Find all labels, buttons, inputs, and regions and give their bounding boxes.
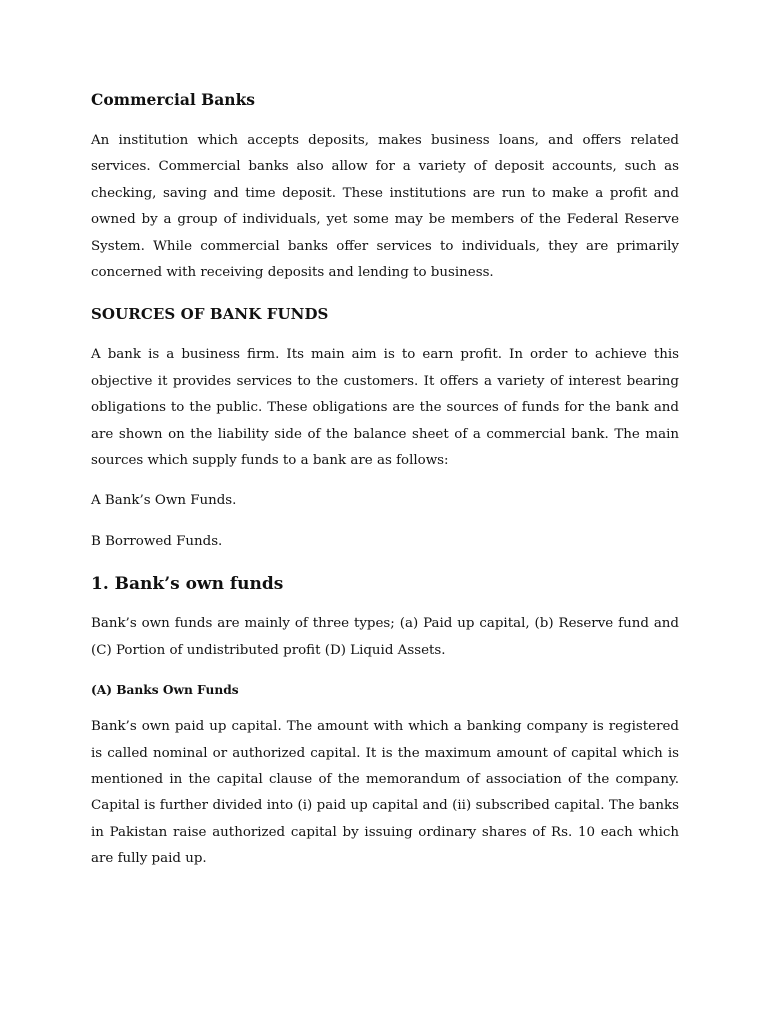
heading-banks-own-funds: 1. Bank’s own funds (91, 574, 284, 595)
paragraph-sources-of-bank-funds: A bank is a business firm. Its main aim is to earn profit. In order to achieve this objective it provides services to the customers. It offers a variety of interest bearing obligations to the public. These obligations are the sources of funds for the bank and are shown on the liability side of the balance sheet of a commercial bank. The main sources which supply funds to a bank are as follows: (91, 347, 679, 469)
document-body (91, 86, 679, 887)
list-item-borrowed-funds: B Borrowed Funds. (91, 533, 223, 549)
subheading-banks-own-funds: (A) Banks Own Funds (91, 683, 239, 698)
paragraph-commercial-banks: An institution which accepts deposits, makes business loans, and offers related services. Commercial banks also allow for a variety of deposit accounts, such as checking, saving and time deposit. These institutions are run to make a profit and owned by a group of individuals, yet some may be members of the Federal Reserve System. While commercial banks offer services to individuals, they are primarily concerned with receiving deposits and lending to business. (91, 133, 679, 281)
paragraph-own-funds-types: Bank’s own funds are mainly of three types; (a) Paid up capital, (b) Reserve fund and (C) Portion of undistributed profit (D) Liquid Assets. (91, 616, 679, 658)
heading-sources-of-bank-funds: SOURCES OF BANK FUNDS (91, 305, 329, 324)
paragraph-paid-up-capital: Bank’s own paid up capital. The amount with which a banking company is registered is called nominal or authorized capital. It is the maximum amount of capital which is mentioned in the capital clause of the memorandum of association of the company. Capital is further divided into (i) paid up capital and (ii) subscribed capital. The banks in Pakistan raise authorized capital by issuing ordinary shares of Rs. 10 each which are fully paid up. (91, 719, 679, 867)
heading-commercial-banks: Commercial Banks (91, 90, 256, 109)
list-item-own-funds: A Bank’s Own Funds. (91, 493, 237, 509)
